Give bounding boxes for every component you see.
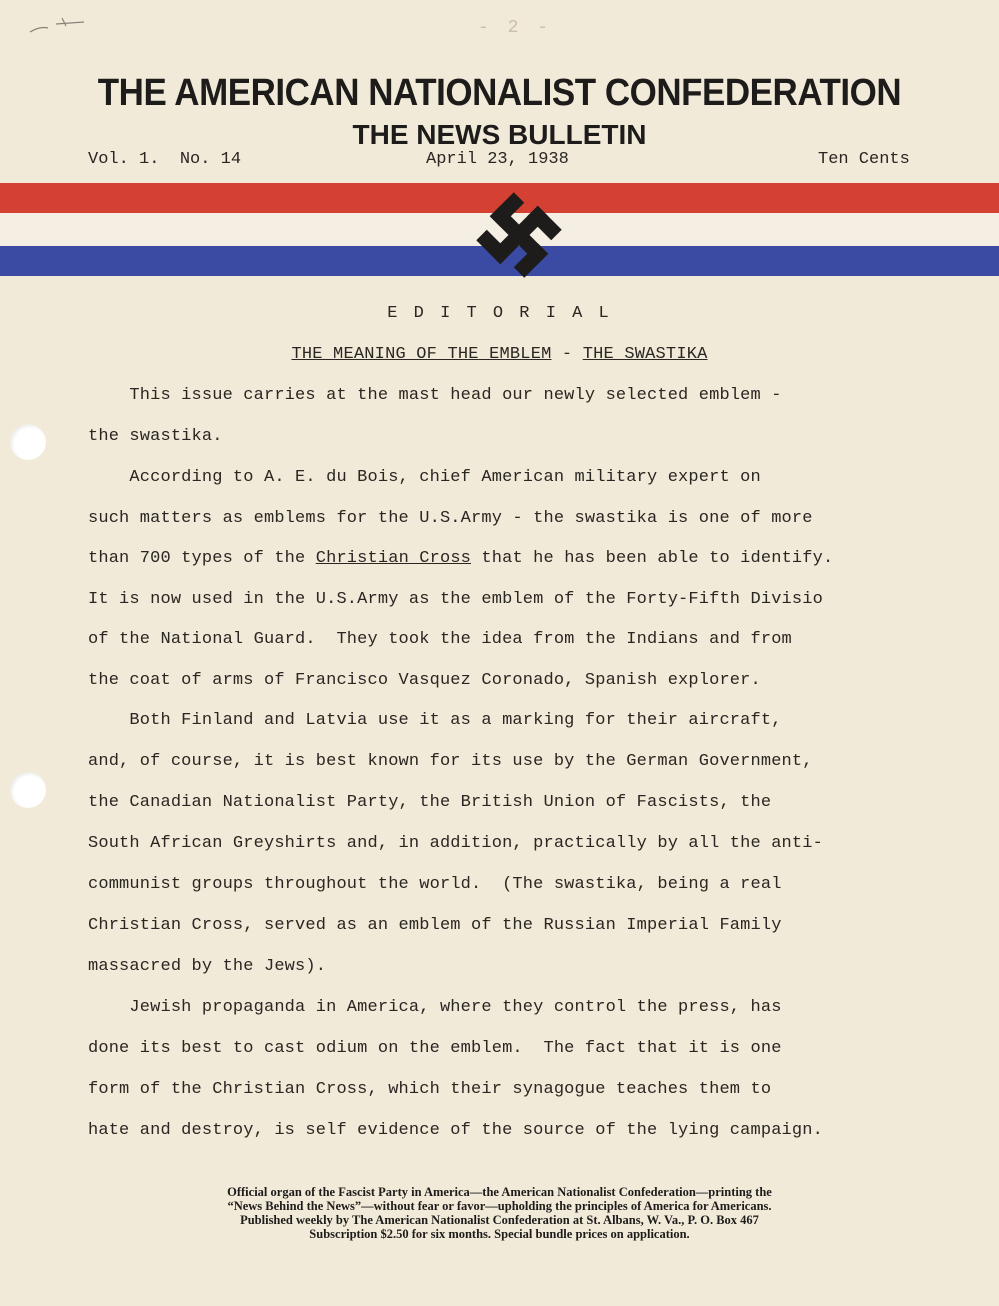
body-line: and, of course, it is best known for its use by the German Government, bbox=[88, 752, 813, 771]
body-line: It is now used in the U.S.Army as the emblem of the Forty-Fifth Divisio bbox=[88, 590, 823, 609]
footer-line: Published weekly by The American Nationalist Confederation at St. Albans, W. Va., P. O. Box 467 bbox=[240, 1213, 759, 1227]
body-line: such matters as emblems for the U.S.Army - the swastika is one of more bbox=[88, 509, 813, 528]
body-line: hate and destroy, is self evidence of the source of the lying campaign. bbox=[88, 1121, 823, 1140]
body-line: the coat of arms of Francisco Vasquez Coronado, Spanish explorer. bbox=[88, 671, 761, 690]
punch-hole bbox=[10, 424, 46, 460]
issue-date: April 23, 1938 bbox=[426, 150, 569, 169]
headline-part-2: THE SWASTIKA bbox=[582, 345, 708, 364]
body-line: the swastika. bbox=[88, 427, 223, 446]
footer-line: Official organ of the Fascist Party in America—the American Nationalist Confederation—printing the bbox=[227, 1185, 772, 1199]
article-headline bbox=[0, 345, 999, 364]
body-line: Jewish propaganda in America, where they control the press, has bbox=[88, 998, 782, 1017]
punch-hole bbox=[10, 772, 46, 808]
body-line: Both Finland and Latvia use it as a marking for their aircraft, bbox=[88, 711, 782, 730]
issue-number: No. 14 bbox=[179, 150, 242, 169]
issue-volume: Vol. 1. bbox=[88, 150, 160, 169]
body-line: done its best to cast odium on the emblem. The fact that it is one bbox=[88, 1039, 782, 1058]
pencil-mark-icon bbox=[26, 14, 88, 38]
body-line: the Canadian Nationalist Party, the British Union of Fascists, the bbox=[88, 793, 772, 812]
body-line: communist groups throughout the world. (The swastika, being a real bbox=[88, 875, 782, 894]
section-label: E D I T O R I A L bbox=[387, 304, 612, 323]
issue-price: Ten Cents bbox=[818, 150, 910, 169]
body-line: According to A. E. du Bois, chief American military expert on bbox=[88, 468, 761, 487]
swastika-icon bbox=[466, 182, 572, 288]
page-number: - 2 - bbox=[478, 18, 553, 38]
body-line: form of the Christian Cross, which their synagogue teaches them to bbox=[88, 1080, 772, 1099]
footer-line: “News Behind the News”—without fear or favor—upholding the principles of America for Americans. bbox=[227, 1199, 772, 1213]
masthead-subtitle: THE NEWS BULLETIN bbox=[352, 119, 647, 150]
headline-separator: - bbox=[551, 345, 583, 364]
body-line: than 700 types of the Christian Cross that he has been able to identify. bbox=[88, 549, 834, 568]
headline-part-1: THE MEANING OF THE EMBLEM bbox=[291, 345, 552, 364]
body-line: of the National Guard. They took the idea from the Indians and from bbox=[88, 630, 792, 649]
body-line: Christian Cross, served as an emblem of the Russian Imperial Family bbox=[88, 916, 782, 935]
issue-volume-number bbox=[88, 150, 241, 169]
underlined-phrase: Christian Cross bbox=[315, 549, 472, 568]
body-line: This issue carries at the mast head our newly selected emblem - bbox=[88, 386, 782, 405]
body-line: massacred by the Jews). bbox=[88, 957, 327, 976]
footer-line: Subscription $2.50 for six months. Special bundle prices on application. bbox=[309, 1227, 690, 1241]
masthead-title: THE AMERICAN NATIONALIST CONFEDERATION bbox=[97, 72, 902, 114]
body-line: South African Greyshirts and, in addition, practically by all the anti- bbox=[88, 834, 823, 853]
